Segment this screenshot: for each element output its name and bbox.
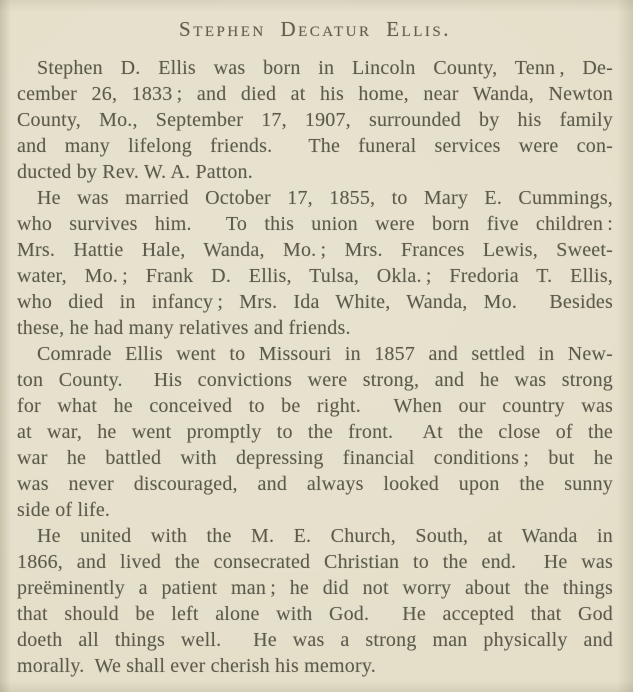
text-line: and many lifelong friends. The funeral services were con- <box>17 135 613 157</box>
text-line: cember 26, 1833 ; and died at his home, near Wanda, Newton <box>17 83 613 105</box>
text-line: He united with the M. E. Church, South, at Wanda in <box>37 525 613 547</box>
paragraph-family <box>17 185 613 341</box>
text-line: who survives him. To this union were born five children : <box>17 213 613 235</box>
text-line: these, he had many relatives and friends. <box>17 317 351 339</box>
text-line: side of life. <box>17 499 111 521</box>
text-line: who died in infancy ; Mrs. Ida White, Wanda, Mo. Besides <box>17 291 613 313</box>
text-line: He was married October 17, 1855, to Mary E. Cummings, <box>37 187 613 209</box>
text-line: doeth all things well. He was a strong man physically and <box>17 629 613 651</box>
text-line: for what he conceived to be right. When our country was <box>17 395 613 417</box>
document-body <box>17 55 613 679</box>
text-line: ducted by Rev. W. A. Patton. <box>17 161 253 183</box>
text-line: County, Mo., September 17, 1907, surrounded by his family <box>17 109 613 131</box>
text-line: morally. We shall ever cherish his memory. <box>17 655 376 677</box>
text-line: ton County. His convictions were strong, and he was strong <box>17 369 613 391</box>
text-line: was never discouraged, and always looked upon the sunny <box>17 473 613 495</box>
text-line: that should be left alone with God. He accepted that God <box>17 603 613 625</box>
text-line: Comrade Ellis went to Missouri in 1857 and settled in New- <box>37 343 613 365</box>
paragraph-church-character <box>17 523 613 679</box>
paragraph-birth-death <box>17 55 613 185</box>
text-line: 1866, and lived the consecrated Christian to the end. He was <box>17 551 613 573</box>
text-line: water, Mo. ; Frank D. Ellis, Tulsa, Okla. ; Fredoria T. Ellis, <box>17 265 613 287</box>
text-line: Stephen D. Ellis was born in Lincoln County, Tenn , De- <box>37 57 613 79</box>
text-line: preëminently a patient man ; he did not worry about the things <box>17 577 613 599</box>
paragraph-missouri-war <box>17 341 613 523</box>
text-line: war he battled with depressing financial conditions ; but he <box>17 447 613 469</box>
text-line: at war, he went promptly to the front. At the close of the <box>17 421 613 443</box>
text-line: Mrs. Hattie Hale, Wanda, Mo. ; Mrs. Frances Lewis, Sweet- <box>17 239 613 261</box>
page-title: Stephen Decatur Ellis. <box>179 17 451 41</box>
